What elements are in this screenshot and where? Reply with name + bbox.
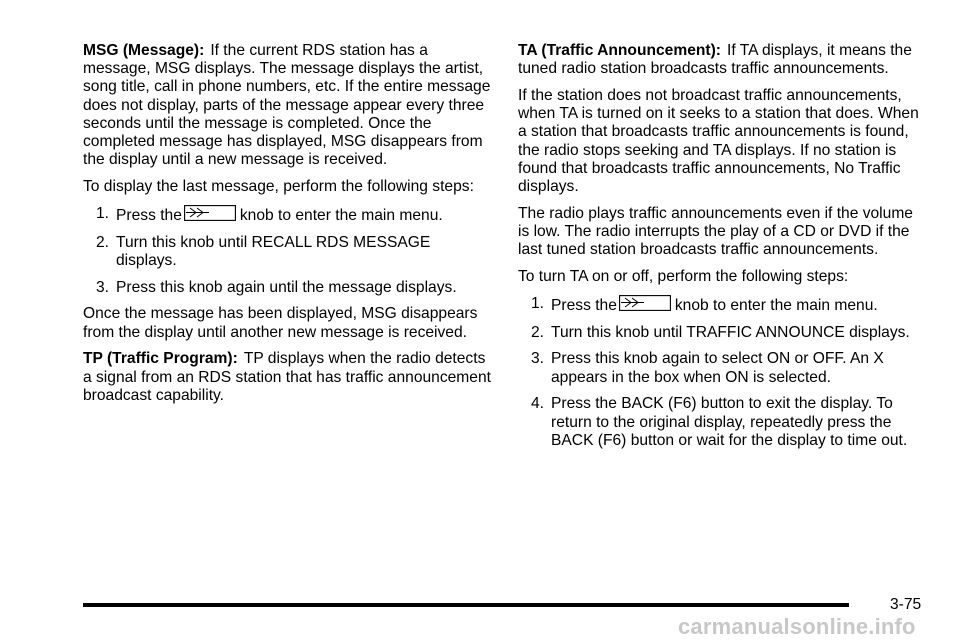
step-text [116,205,495,225]
step-text: Turn this knob until RECALL RDS MESSAGE displays. [116,233,431,269]
msg-paragraph [83,42,495,169]
list-item [518,350,928,386]
seek-paragraph: If the station does not broadcast traffic announcements, when TA is turned on it seeks to a station that does. When a station that broadcasts traffic announcements is found, the radio stops seeking and TA displays. If no station is found that broadcasts traffic announcements, No Traffic displays. [518,87,919,196]
watermark: carmanualsonline.info [678,614,916,639]
step-text: Turn this knob until TRAFFIC ANNOUNCE displays. [551,323,910,341]
display-intro: To display the last message, perform the following steps: [83,178,474,196]
step-number: 2. [531,323,545,341]
ta-steps-list [518,295,928,450]
step-text: Press this knob again to select ON or OFF. An X appears in the box when ON is selected. [551,350,884,386]
step-number: 3. [96,278,110,296]
step-text: Press the BACK (F6) button to exit the display. To return to the original display, repeatedly press the BACK (F6) button or wait for the display to time out. [551,395,908,449]
right-column [518,42,928,459]
msg-term: MSG (Message): [83,42,205,59]
msg-text: If the current RDS station has a message, MSG displays. The message displays the artist, song title, call in phone numbers, etc. If the entire message does not display, parts of the message appear every three seconds until the message is completed. Once the completed message has displayed, MSG disappears from the display until a new message is received. [83,42,491,169]
list-item [518,395,928,450]
ta-term: TA (Traffic Announcement): [518,42,721,59]
step-number: 3. [531,350,545,368]
list-item [518,295,928,315]
footer-rule [83,603,849,607]
step-number: 2. [96,233,110,251]
step-number: 1. [531,294,545,312]
step-text-after: knob to enter the main menu. [239,206,443,224]
tp-term: TP (Traffic Program): [83,350,238,368]
volume-paragraph: The radio plays traffic announcements even if the volume is low. The radio interrupts the play of a CD or DVD if the last tuned station broadcasts traffic announcements. [518,204,913,259]
step-text-before: Press the [551,296,617,314]
list-item [83,205,495,225]
ta-paragraph [518,42,928,78]
ta-text: If TA displays, it means the tuned radio station broadcasts traffic announcements. [518,42,912,78]
list-item [83,279,495,297]
step-text: Press this knob again until the message displays. [116,278,457,296]
after-steps-paragraph: Once the message has been displayed, MSG disappears from the display until another new message is received. [83,305,478,341]
list-item [83,234,495,270]
step-text [551,295,928,315]
step-text-before: Press the [116,206,182,224]
page-number: 3-75 [890,596,922,613]
list-item [518,324,928,342]
message-steps-list [83,205,495,297]
step-number: 1. [96,204,110,222]
ta-intro: To turn TA on or off, perform the following steps: [518,268,849,286]
left-column [83,42,495,414]
step-text-after: knob to enter the main menu. [674,296,878,314]
step-number: 4. [531,395,545,413]
tp-paragraph [83,350,495,405]
tune-seek-knob-icon [619,295,671,311]
tp-text: TP displays when the radio detects a signal from an RDS station that has traffic announcement broadcast capability. [83,350,491,404]
tune-seek-knob-icon [184,205,236,221]
